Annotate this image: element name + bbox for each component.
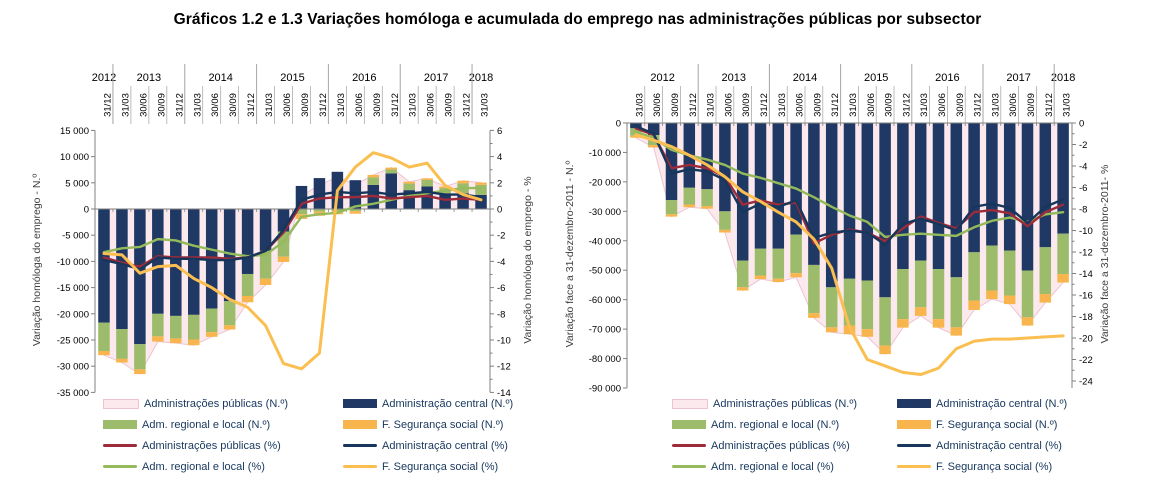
y-axis-right-tick-label: -16	[1079, 290, 1093, 302]
y-axis-left-tick-label: -35 000	[56, 387, 89, 399]
bar-segment-seguranca	[897, 319, 909, 328]
legend-item	[672, 439, 897, 452]
legend-label: Administração central (N.º)	[936, 397, 1068, 410]
quarter-label: 31/12	[759, 93, 770, 117]
bar-segment-seguranca	[188, 339, 200, 345]
legend-item	[897, 397, 1122, 410]
quarter-label: 31/03	[705, 93, 717, 117]
legend-item	[672, 397, 897, 410]
quarter-label: 31/03	[120, 93, 132, 117]
bar-segment-central	[1022, 123, 1034, 271]
bar-segment-regional	[1022, 271, 1034, 318]
legend-item	[897, 460, 1122, 473]
year-label: 2016	[935, 72, 960, 84]
bar-segment-seguranca	[98, 351, 110, 355]
legend-swatch-seguranca_line	[343, 465, 377, 468]
legend-swatch-ap_area	[672, 399, 708, 409]
legend-item	[897, 439, 1122, 452]
quarter-label: 31/03	[634, 93, 646, 117]
bar-segment-regional	[403, 184, 415, 191]
bar-segment-seguranca	[278, 257, 290, 262]
bar-segment-regional	[98, 323, 110, 351]
legend-label: Administrações públicas (%)	[142, 439, 281, 452]
quarter-label: 31/12	[102, 93, 114, 117]
quarter-label: 30/09	[670, 93, 681, 117]
legend-label: Administração central (%)	[382, 439, 508, 452]
year-label: 2012	[91, 72, 117, 84]
bar-segment-regional	[755, 249, 767, 276]
bar-segment-seguranca	[1057, 274, 1069, 283]
legend-item	[672, 418, 897, 431]
bar-segment-central	[1057, 123, 1069, 234]
y-axis-left-tick-label: 0	[615, 118, 621, 130]
legend-swatch-seguranca	[897, 420, 931, 429]
legend-label: F. Segurança social (%)	[382, 460, 499, 473]
bar-segment-seguranca	[701, 206, 713, 209]
year-label: 2018	[1050, 72, 1076, 84]
bar-segment-central	[844, 123, 856, 279]
bar-segment-regional	[862, 281, 874, 330]
y-axis-left-tick-label: -50 000	[588, 265, 621, 277]
y-axis-left-tick-label: -60 000	[588, 295, 621, 307]
legend-column	[343, 397, 583, 480]
bar-segment-central	[986, 123, 998, 245]
y-axis-left-tick-label: 0	[83, 204, 89, 216]
bar-segment-central	[790, 123, 802, 235]
quarter-label: 30/06	[138, 93, 150, 117]
quarter-label: 31/03	[990, 93, 1002, 117]
bar-segment-regional	[773, 249, 785, 279]
legend-swatch-seguranca	[343, 420, 377, 429]
legend-swatch-central	[343, 399, 377, 408]
quarter-label: 30/09	[812, 93, 824, 117]
quarter-label: 31/03	[776, 93, 788, 117]
bar-segment-regional	[152, 314, 164, 337]
legend-swatch-central	[897, 399, 931, 408]
bar-segment-seguranca	[826, 327, 838, 332]
y-axis-left-tick-label: 15 000	[59, 125, 89, 137]
bar-segment-central	[98, 209, 110, 323]
legend-label: Administrações públicas (N.º)	[144, 397, 289, 410]
bar-segment-seguranca	[862, 329, 874, 337]
y-axis-right-tick-label: -14	[1079, 269, 1093, 280]
y-axis-left-tick-label: -20 000	[56, 309, 89, 321]
legend-item	[897, 418, 1122, 431]
legend-swatch-ap_line	[672, 444, 706, 447]
legend-label: F. Segurança social (%)	[936, 460, 1053, 473]
quarter-label: 30/09	[883, 93, 895, 117]
quarter-label: 30/06	[210, 93, 222, 117]
y-axis-right-tick-label: -6	[1079, 183, 1088, 194]
bar-segment-seguranca	[350, 211, 362, 214]
bar-segment-regional	[684, 188, 696, 205]
bar-segment-regional	[808, 265, 820, 313]
legend-item	[343, 397, 583, 410]
legend-label: Administração central (N.º)	[382, 397, 514, 410]
legend-swatch-regional_line	[672, 465, 706, 468]
category-label-band	[92, 64, 494, 124]
bar-segment-regional	[879, 297, 891, 345]
quarter-label: 31/12	[246, 93, 258, 117]
bar-segment-central	[116, 209, 128, 329]
bar-segment-regional	[968, 252, 980, 300]
bar-segment-central	[439, 195, 451, 209]
bar-segment-regional	[826, 287, 838, 327]
quarter-label: 31/12	[830, 93, 842, 117]
quarter-label: 30/09	[954, 93, 966, 117]
bar-segment-central	[879, 123, 891, 297]
bar-segment-regional	[1040, 247, 1052, 294]
legend-label: Adm. regional e local (%)	[711, 460, 834, 473]
quarter-label: 30/09	[228, 93, 240, 117]
legend-column	[897, 397, 1122, 480]
y-axis-left-tick-label: -5 000	[62, 230, 89, 242]
quarter-label: 30/09	[1026, 93, 1037, 117]
page-title: Gráficos 1.2 e 1.3 Variações homóloga e acumulada do emprego nas administrações públicas por subsector	[173, 11, 982, 28]
legend-item	[103, 397, 343, 410]
bar-segment-regional	[1004, 250, 1016, 295]
quarter-label: 31/12	[1043, 93, 1055, 117]
y-axis-right-tick-label: -20	[1079, 333, 1093, 345]
quarter-label: 31/03	[264, 93, 276, 117]
bar-segment-central	[933, 123, 945, 269]
y-axis-right-tick-label: -4	[1079, 161, 1088, 173]
y-axis-right-tick-label: -6	[497, 283, 506, 295]
y-axis-right-tick-label: -12	[497, 361, 511, 373]
bar-segment-seguranca	[242, 296, 254, 302]
bar-segment-regional	[666, 200, 678, 214]
bar-segment-regional	[242, 274, 254, 296]
bar-segment-regional	[701, 189, 713, 206]
bar-segment-regional	[737, 261, 749, 288]
quarter-label: 30/06	[723, 93, 735, 117]
y-axis-left-tick-label: -15 000	[56, 283, 89, 295]
legend-label: Administrações públicas (%)	[711, 439, 850, 452]
quarter-label: 30/06	[937, 93, 948, 117]
bar-segment-central	[701, 123, 713, 189]
quarter-label: 30/06	[425, 93, 437, 117]
bar-segment-central	[915, 123, 927, 261]
quarter-label: 30/06	[794, 93, 806, 117]
y-axis-left-tick-label: -25 000	[56, 335, 89, 347]
y-axis-right-tick-label: 0	[1079, 118, 1085, 130]
bar-segment-central	[1040, 123, 1052, 247]
y-axis-right-tick-label: -10	[497, 335, 511, 347]
y-axis-left-tick-label: -80 000	[588, 354, 621, 366]
legend-item	[672, 460, 897, 473]
bar-segment-seguranca	[666, 214, 678, 216]
bar-segment-seguranca	[386, 168, 398, 170]
legend-item	[343, 439, 583, 452]
bar-segment-central	[968, 123, 980, 252]
y-axis-right	[1072, 119, 1111, 389]
bar-segment-seguranca	[755, 276, 767, 280]
y-axis-right-tick-label: -8	[497, 309, 506, 321]
bar-segment-central	[134, 209, 146, 344]
legend-label: F. Segurança social (N.º)	[382, 418, 504, 431]
bar-segment-seguranca	[879, 346, 891, 355]
bar-segment-seguranca	[719, 230, 731, 233]
bar-segment-central	[188, 209, 200, 315]
quarter-label: 30/09	[443, 93, 455, 117]
y-axis-left-title: Variação face a 31-dezembro-2011 - N.º	[564, 160, 576, 348]
legend-swatch-regional	[672, 420, 706, 429]
bar-segment-central	[755, 123, 767, 249]
legend-item	[103, 418, 343, 431]
legend-label: Adm. regional e local (N.º)	[711, 418, 840, 431]
bar-segment-regional	[951, 277, 963, 327]
bar-segment-seguranca	[224, 325, 236, 329]
bar-segment-regional	[475, 185, 487, 195]
y-axis-right-title: Variação homóloga do emprego - %	[522, 176, 534, 344]
year-label: 2015	[280, 72, 305, 84]
y-axis-left-title: Variação homóloga do emprego - N.º	[31, 173, 43, 347]
bar-segment-seguranca	[457, 181, 469, 184]
year-label: 2017	[423, 72, 449, 84]
y-axis-left-tick-label: -70 000	[588, 324, 621, 336]
bar-segment-central	[242, 209, 254, 274]
legend-label: Administrações públicas (N.º)	[713, 397, 858, 410]
quarter-label: 30/09	[299, 93, 311, 117]
quarter-label: 31/12	[174, 93, 186, 117]
bar-segment-seguranca	[152, 336, 164, 341]
quarter-label: 31/03	[407, 93, 419, 117]
bar-segment-regional	[386, 169, 398, 173]
bar-segment-seguranca	[170, 338, 182, 343]
bar-segment-central	[386, 173, 398, 209]
year-label: 2018	[468, 72, 494, 84]
bar-segment-seguranca	[684, 205, 696, 208]
y-axis-right-tick-label: -4	[497, 256, 506, 268]
y-axis-left-tick-label: -90 000	[588, 383, 621, 395]
quarter-label: 30/06	[1008, 93, 1020, 117]
legend-swatch-seguranca_line	[897, 465, 931, 468]
year-label: 2012	[650, 72, 675, 84]
bar-segment-seguranca	[260, 279, 272, 285]
bar-segment-regional	[421, 180, 433, 187]
legend-swatch-ap_line	[103, 444, 137, 447]
y-axis-left-tick-label: -10 000	[56, 256, 89, 268]
bar-segment-seguranca	[808, 313, 820, 318]
quarter-label: 31/12	[901, 93, 913, 117]
legend-item	[103, 439, 343, 452]
quarter-label: 31/03	[335, 93, 347, 117]
bar-segment-seguranca	[915, 307, 927, 316]
quarter-label: 30/06	[652, 93, 664, 117]
chart-variacao-homologa	[31, 64, 534, 399]
bar-segment-regional	[134, 344, 146, 369]
bar-segment-seguranca	[773, 279, 785, 282]
y-axis-left-tick-label: -20 000	[588, 177, 621, 189]
legend-swatch-central_line	[897, 444, 931, 447]
bar-segment-central	[1004, 123, 1016, 250]
quarter-label: 31/12	[687, 93, 699, 117]
bar-segment-seguranca	[1022, 317, 1034, 325]
quarter-label: 31/03	[1061, 93, 1073, 117]
bar-segment-seguranca	[737, 287, 749, 290]
bar-segment-regional	[986, 245, 998, 290]
bar-segment-central	[897, 123, 909, 269]
bar-segment-seguranca	[368, 175, 380, 177]
bar-segment-regional	[897, 269, 909, 319]
y-axis-left-tick-label: -40 000	[588, 236, 621, 248]
bar-segment-regional	[790, 235, 802, 274]
bar-segment-seguranca	[1040, 294, 1052, 303]
legend-swatch-regional	[103, 420, 137, 429]
bar-segment-regional	[224, 301, 236, 325]
bar-segment-seguranca	[986, 291, 998, 300]
bar-segment-central	[773, 123, 785, 249]
quarter-label: 31/03	[192, 93, 204, 117]
bar-segment-seguranca	[968, 301, 980, 310]
legend-left-chart	[103, 397, 583, 480]
y-axis-right-tick-label: 6	[497, 125, 503, 137]
quarter-label: 30/09	[156, 93, 168, 117]
y-axis-left	[564, 119, 627, 395]
bar-segment-seguranca	[206, 332, 218, 337]
y-axis-right-tick-label: -10	[1079, 226, 1093, 237]
quarter-label: 31/03	[848, 93, 859, 117]
bar-segment-central	[862, 123, 874, 281]
legend-column	[103, 397, 343, 480]
y-axis-right-tick-label: -2	[1079, 140, 1088, 151]
chart-variacao-acumulada	[564, 64, 1111, 395]
bar-segment-seguranca	[134, 369, 146, 374]
bar-segment-regional	[206, 309, 218, 333]
y-axis-right-tick-label: -18	[1079, 312, 1093, 323]
bar-segment-regional	[719, 211, 731, 230]
year-label: 2016	[352, 72, 377, 84]
y-axis-right-tick-label: 0	[497, 204, 503, 216]
y-axis-left-tick-label: -10 000	[588, 147, 621, 159]
y-axis-left	[31, 126, 95, 399]
year-label: 2015	[863, 72, 889, 84]
quarter-label: 30/06	[282, 93, 294, 117]
y-axis-right	[490, 126, 534, 399]
year-label: 2013	[136, 72, 162, 84]
legend-label: Administração central (%)	[936, 439, 1062, 452]
bar-segment-seguranca	[421, 178, 433, 180]
quarter-label: 31/03	[479, 93, 491, 117]
year-label: 2014	[208, 72, 233, 84]
legend-right-chart	[672, 397, 1122, 480]
bar-segment-regional	[188, 315, 200, 340]
bar-segment-central	[951, 123, 963, 277]
bar-segment-seguranca	[933, 319, 945, 328]
y-axis-right-tick-label: -12	[1079, 247, 1093, 259]
y-axis-left-tick-label: 5 000	[65, 178, 89, 190]
bar-segment-seguranca	[790, 273, 802, 277]
bar-segment-regional	[933, 269, 945, 319]
legend-column	[672, 397, 897, 480]
legend-label: Adm. regional e local (%)	[142, 460, 265, 473]
y-axis-right-title: Variação face a 31-dezembro-2011- %	[1099, 164, 1111, 344]
quarter-label: 30/06	[353, 93, 365, 117]
quarter-label: 31/12	[972, 93, 984, 117]
quarter-label: 31/12	[461, 93, 473, 117]
y-axis-right-tick-label: -24	[1079, 376, 1093, 388]
y-axis-right-tick-label: 4	[497, 152, 503, 164]
y-axis-left-tick-label: 10 000	[59, 152, 89, 164]
bar-segment-regional	[170, 316, 182, 339]
bar-segment-regional	[915, 261, 927, 308]
bar-segment-seguranca	[951, 327, 963, 335]
year-label: 2013	[721, 72, 747, 84]
year-label: 2017	[1006, 72, 1031, 84]
bar-segment-seguranca	[475, 183, 487, 185]
legend-label: Adm. regional e local (N.º)	[142, 418, 271, 431]
y-axis-left-tick-label: -30 000	[588, 206, 621, 218]
bar-segment-seguranca	[1004, 296, 1016, 305]
y-axis-right-tick-label: 2	[497, 178, 503, 190]
legend-swatch-regional_line	[103, 465, 137, 468]
legend-swatch-central_line	[343, 444, 377, 447]
quarter-label: 30/09	[371, 93, 383, 117]
legend-item	[343, 418, 583, 431]
quarter-label: 30/09	[741, 93, 753, 117]
y-axis-right-tick-label: -8	[1079, 204, 1088, 216]
y-axis-left-tick-label: -30 000	[56, 361, 89, 373]
quarter-label: 31/03	[919, 93, 931, 117]
quarter-label: 30/06	[865, 93, 877, 117]
bar-segment-regional	[116, 329, 128, 359]
year-label: 2014	[792, 72, 818, 84]
category-label-band	[634, 64, 1075, 124]
bar-segment-regional	[1057, 234, 1069, 274]
quarter-label: 31/12	[317, 93, 329, 117]
y-axis-right-tick-label: -22	[1079, 355, 1093, 366]
bar-segment-central	[170, 209, 182, 316]
bar-segment-seguranca	[116, 359, 128, 363]
legend-item	[103, 460, 343, 473]
y-axis-right-tick-label: -14	[497, 387, 511, 399]
legend-swatch-ap_area	[103, 399, 139, 409]
legend-item	[343, 460, 583, 473]
legend-label: F. Segurança social (N.º)	[936, 418, 1058, 431]
quarter-label: 31/12	[389, 93, 401, 117]
bar-segment-seguranca	[403, 182, 415, 184]
y-axis-right-tick-label: -2	[497, 230, 506, 242]
bar-segment-regional	[368, 177, 380, 185]
